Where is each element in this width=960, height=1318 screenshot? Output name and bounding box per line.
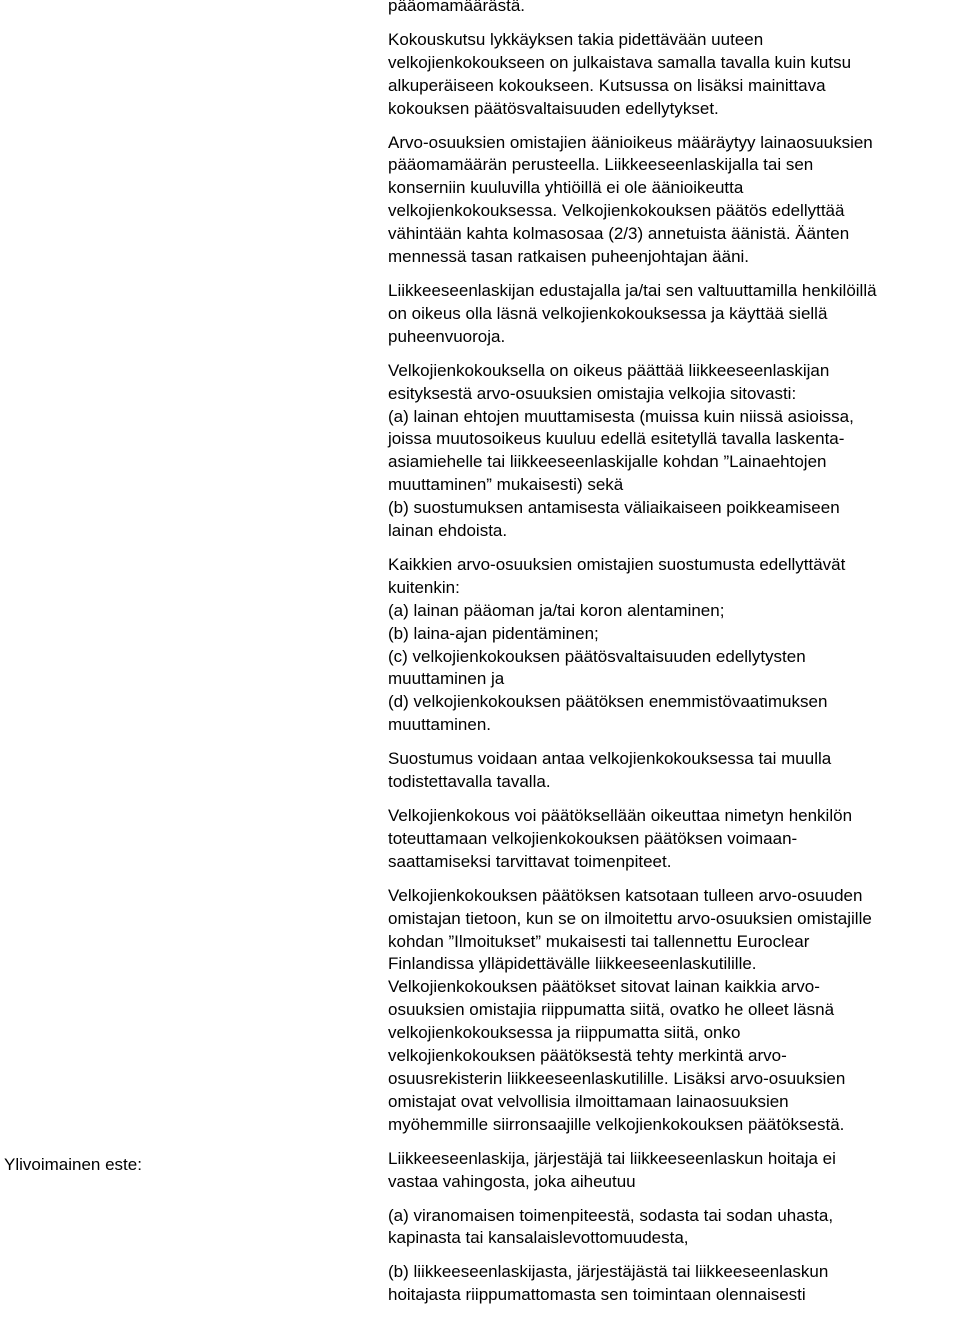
- text-line: Arvo-osuuksien omistajien äänioikeus määräytyy lainaosuuksien: [388, 132, 873, 152]
- text-line: Velkojienkokous voi päätöksellään oikeuttaa nimetyn henkilön: [388, 806, 853, 825]
- paragraph-voting-rights: [388, 132, 960, 269]
- text-line: omistajat ovat velvollisia ilmoittamaan lainaosuuksien: [388, 1091, 789, 1111]
- text-line: vähintään kahta kolmasosaa (2/3) annetuista äänistä. Äänten: [388, 224, 850, 244]
- text-line: Velkojienkokouksen päätökset sitovat lainan kaikkia arvo-: [388, 977, 820, 997]
- text-line: omistajan tietoon, kun se on ilmoitettu arvo-osuuksien omistajille: [388, 908, 872, 928]
- text-line: Liikkeeseenlaskija, järjestäjä tai liikkeeseenlaskun hoitaja ei: [388, 1148, 836, 1168]
- text-line: lainan ehdoista.: [388, 521, 508, 541]
- text-line: (b) laina-ajan pidentäminen;: [388, 623, 599, 643]
- paragraph-force-majeure-b: [388, 1261, 960, 1307]
- text-line: (b) suostumuksen antamisesta väliaikaiseen poikkeamiseen: [388, 498, 840, 518]
- text-line: puheenvuoroja.: [388, 326, 506, 346]
- text-line: toteuttamaan velkojienkokouksen päätöksen voimaan-: [388, 828, 798, 848]
- section-label-force-majeure: Ylivoimainen este:: [4, 1155, 142, 1174]
- paragraph-issuer-attendance: [388, 280, 960, 349]
- paragraph-force-majeure-intro: [388, 1148, 960, 1194]
- paragraph-implementation: [388, 805, 960, 874]
- paragraph-principal-amount-end: [388, 0, 960, 18]
- text-line: myöhemmille siirronsaajille velkojienkokouksen päätöksestä.: [388, 1114, 845, 1134]
- text-line: Velkojienkokouksella on oikeus päättää liikkeeseenlaskijan: [388, 360, 830, 380]
- text-line: velkojienkokouksessa. Velkojienkokouksen päätös edellyttää: [388, 201, 845, 221]
- paragraph-binding-effect: [388, 885, 960, 1137]
- text-line: Suostumus voidaan antaa velkojienkokouksessa tai muulla: [388, 749, 832, 769]
- terms-text-column: [388, 0, 960, 1318]
- text-line: kokouksen päätösvaltaisuuden edellytykset.: [388, 98, 719, 118]
- text-line: muuttaminen.: [388, 715, 491, 735]
- paragraph-unanimous-consent: [388, 554, 960, 737]
- paragraph-force-majeure-a: [388, 1205, 960, 1251]
- text-line: osuuksien omistajia riippumatta siitä, ovatko he olleet läsnä: [388, 1000, 835, 1020]
- text-line: vastaa vahingosta, joka aiheutuu: [388, 1171, 636, 1191]
- paragraph-meeting-powers: [388, 360, 960, 543]
- paragraph-adjourned-meeting-notice: [388, 29, 960, 121]
- text-line: on oikeus olla läsnä velkojienkokouksessa ja käyttää siellä: [388, 303, 828, 323]
- text-line: (d) velkojienkokouksen päätöksen enemmistövaatimuksen: [388, 692, 828, 712]
- text-line: joissa muutosoikeus kuuluu edellä esitetyllä tavalla laskenta-: [388, 429, 845, 449]
- text-line: hoitajasta riippumattomasta sen toimintaan olennaisesti: [388, 1285, 806, 1305]
- text-line: Kokouskutsu lykkäyksen takia pidettävään uuteen: [388, 29, 764, 49]
- text-line: asiamiehelle tai liikkeeseenlaskijalle kohdan ”Lainaehtojen: [388, 452, 827, 472]
- text-line: kohdan ”Ilmoitukset” mukaisesti tai tallennettu Euroclear: [388, 931, 810, 951]
- text-line: (c) velkojienkokouksen päätösvaltaisuuden edellytysten: [388, 646, 806, 666]
- text-line: esityksestä arvo-osuuksien omistajia velkojia sitovasti:: [388, 383, 797, 403]
- text-line: (a) lainan pääoman ja/tai koron alentaminen;: [388, 600, 725, 620]
- text-line: todistettavalla tavalla.: [388, 772, 551, 792]
- text-line: Liikkeeseenlaskijan edustajalla ja/tai sen valtuuttamilla henkilöillä: [388, 280, 877, 300]
- text-line: saattamiseksi tarvittavat toimenpiteet.: [388, 851, 672, 871]
- text-line: (a) lainan ehtojen muuttamisesta (muissa kuin niissä asioissa,: [388, 406, 854, 426]
- text-line: pääomamäärästä.: [388, 0, 526, 15]
- text-line: Velkojienkokouksen päätöksen katsotaan tulleen arvo-osuuden: [388, 885, 863, 905]
- text-line: (a) viranomaisen toimenpiteestä, sodasta tai sodan uhasta,: [388, 1205, 834, 1225]
- text-line: kuitenkin:: [388, 577, 460, 597]
- text-line: velkojienkokouksen päätöksestä tehty merkintä arvo-: [388, 1046, 787, 1066]
- text-line: velkojienkokouksessa ja riippumatta siitä, onko: [388, 1023, 741, 1043]
- text-line: muuttaminen” mukaisesti) sekä: [388, 475, 624, 495]
- text-line: muuttaminen ja: [388, 669, 505, 689]
- text-line: pääomamäärän perusteella. Liikkeeseenlaskijalla tai sen: [388, 155, 814, 175]
- text-line: (b) liikkeeseenlaskijasta, järjestäjästä tai liikkeeseenlaskun: [388, 1262, 829, 1282]
- text-line: osuusrekisterin liikkeeseenlaskutilille. Lisäksi arvo-osuuksien: [388, 1068, 846, 1088]
- text-line: Kaikkien arvo-osuuksien omistajien suostumusta edellyttävät: [388, 554, 846, 574]
- text-line: kapinasta tai kansalaislevottomuudesta,: [388, 1228, 689, 1248]
- text-line: mennessä tasan ratkaisen puheenjohtajan ääni.: [388, 247, 750, 267]
- paragraph-consent-form: [388, 748, 960, 794]
- text-line: Finlandissa ylläpidettävälle liikkeeseenlaskutilille.: [388, 954, 757, 974]
- text-line: alkuperäiseen kokoukseen. Kutsussa on lisäksi mainittava: [388, 75, 826, 95]
- text-line: konserniin kuuluvilla yhtiöillä ei ole äänioikeutta: [388, 178, 744, 198]
- text-line: velkojienkokoukseen on julkaistava samalla tavalla kuin kutsu: [388, 52, 852, 72]
